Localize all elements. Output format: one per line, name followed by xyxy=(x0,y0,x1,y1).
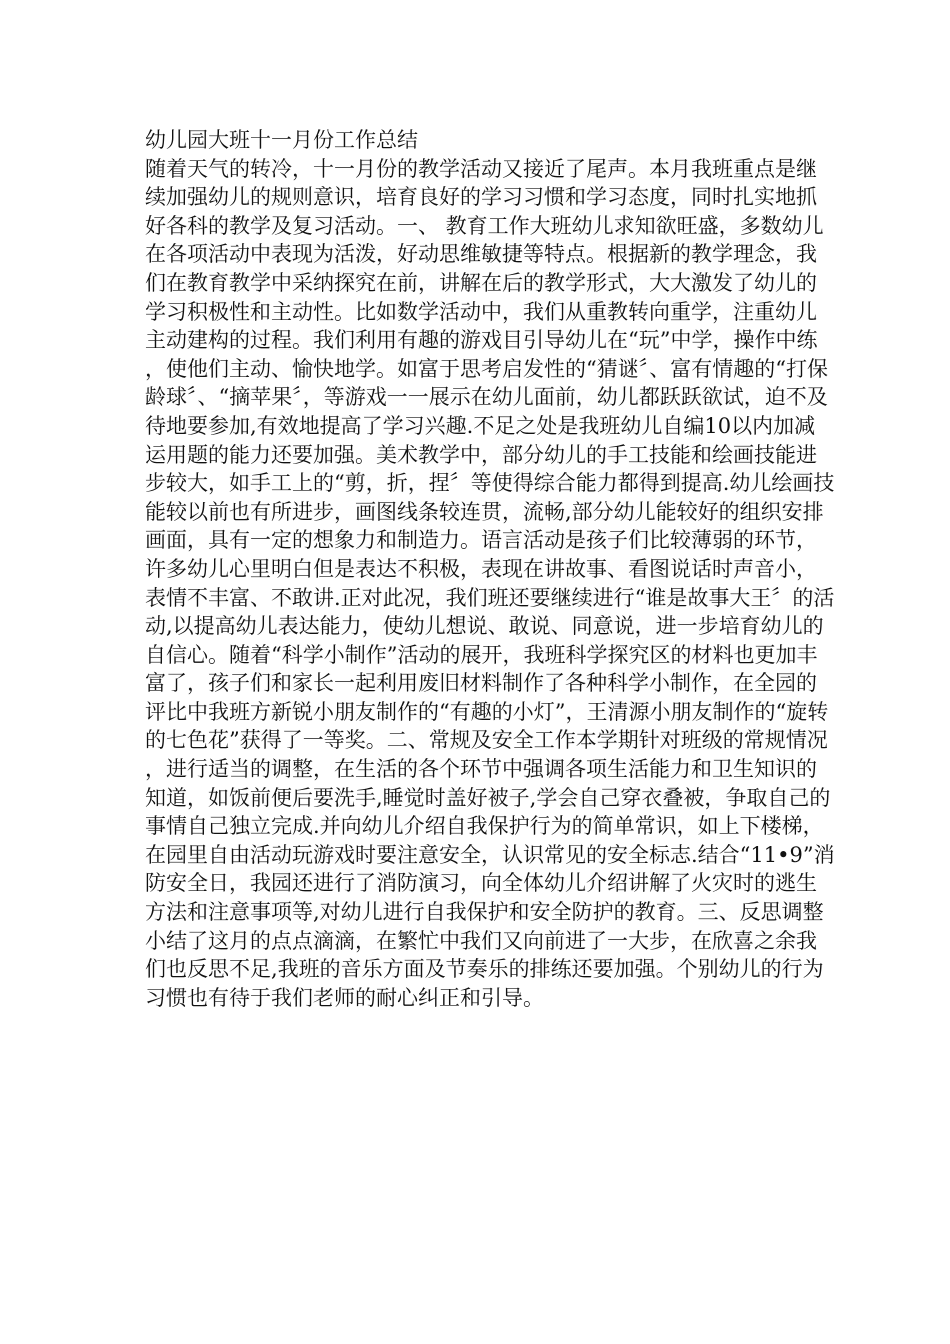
document-title: 幼儿园大班十一月份工作总结 xyxy=(145,128,418,152)
document-content xyxy=(145,126,835,1012)
document-body: 随着天气的转冷，十一月份的教学活动又接近了尾声。本月我班重点是继续加强幼儿的规则意识，培育良好的学习习惯和学习态度，同时扎实地抓好各科的教学及复习活动。一、 教育工作大班幼儿求知欲旺盛，多数幼儿在各项活动中表现为活泼，好动思维敏捷等特点。根据新的教学理念，我们在教育教学中采纳探究在前，讲解在后的教学形式，大大激发了幼儿的学习积极性和主动性。比如数学活动中，我们从重教转向重学，注重幼儿主动建构的过程。我们利用有趣的游戏目引导幼儿在“玩”中学，操作中练，使他们主动、愉快地学。如富于思考启发性的“猜谜〞、富有情趣的“打保龄球〞、“摘苹果〞，等游戏一一展示在幼儿面前，幼儿都跃跃欲试，迫不及待地要参加,有效地提高了学习兴趣.不足之处是我班幼儿自编10以内加减运用题的能力还要加强。美术教学中，部分幼儿的手工技能和绘画技能进步较大，如手工上的“剪，折，捏〞等使得综合能力都得到提高.幼儿绘画技能较以前也有所进步，画图线条较连贯，流畅,部分幼儿能较好的组织安排画面，具有一定的想象力和制造力。语言活动是孩子们比较薄弱的环节，许多幼儿心里明白但是表达不积极，表现在讲故事、看图说话时声音小，表情不丰富、不敢讲.正对此况，我们班还要继续进行“谁是故事大王〞的活动,以提高幼儿表达能力，使幼儿想说、敢说、同意说，进一步培育幼儿的自信心。随着“科学小制作”活动的展开，我班科学探究区的材料也更加丰富了，孩子们和家长一起利用废旧材料制作了各种科学小制作，在全园的评比中我班方新锐小朋友制作的“有趣的小灯”，王清源小朋友制作的“旋转的七色花”获得了一等奖。二、常规及安全工作本学期针对班级的常规情况，进行适当的调整，在生活的各个环节中强调各项生活能力和卫生知识的知道，如饭前便后要洗手,睡觉时盖好被子,学会自己穿衣叠被，争取自己的事情自己独立完成.并向幼儿介绍自我保护行为的简单常识，如上下楼梯，在园里自由活动玩游戏时要注意安全，认识常见的安全标志.结合“11•9”消防安全日，我园还进行了消防演习，向全体幼儿介绍讲解了火灾时的逃生方法和注意事项等,对幼儿进行自我保护和安全防护的教育。三、反思调整小结了这月的点点滴滴，在繁忙中我们又向前进了一大步，在欣喜之余我们也反思不足,我班的音乐方面及节奏乐的排练还要加强。个别幼儿的行为习惯也有待于我们老师的耐心纠正和引导。 xyxy=(145,156,835,1010)
